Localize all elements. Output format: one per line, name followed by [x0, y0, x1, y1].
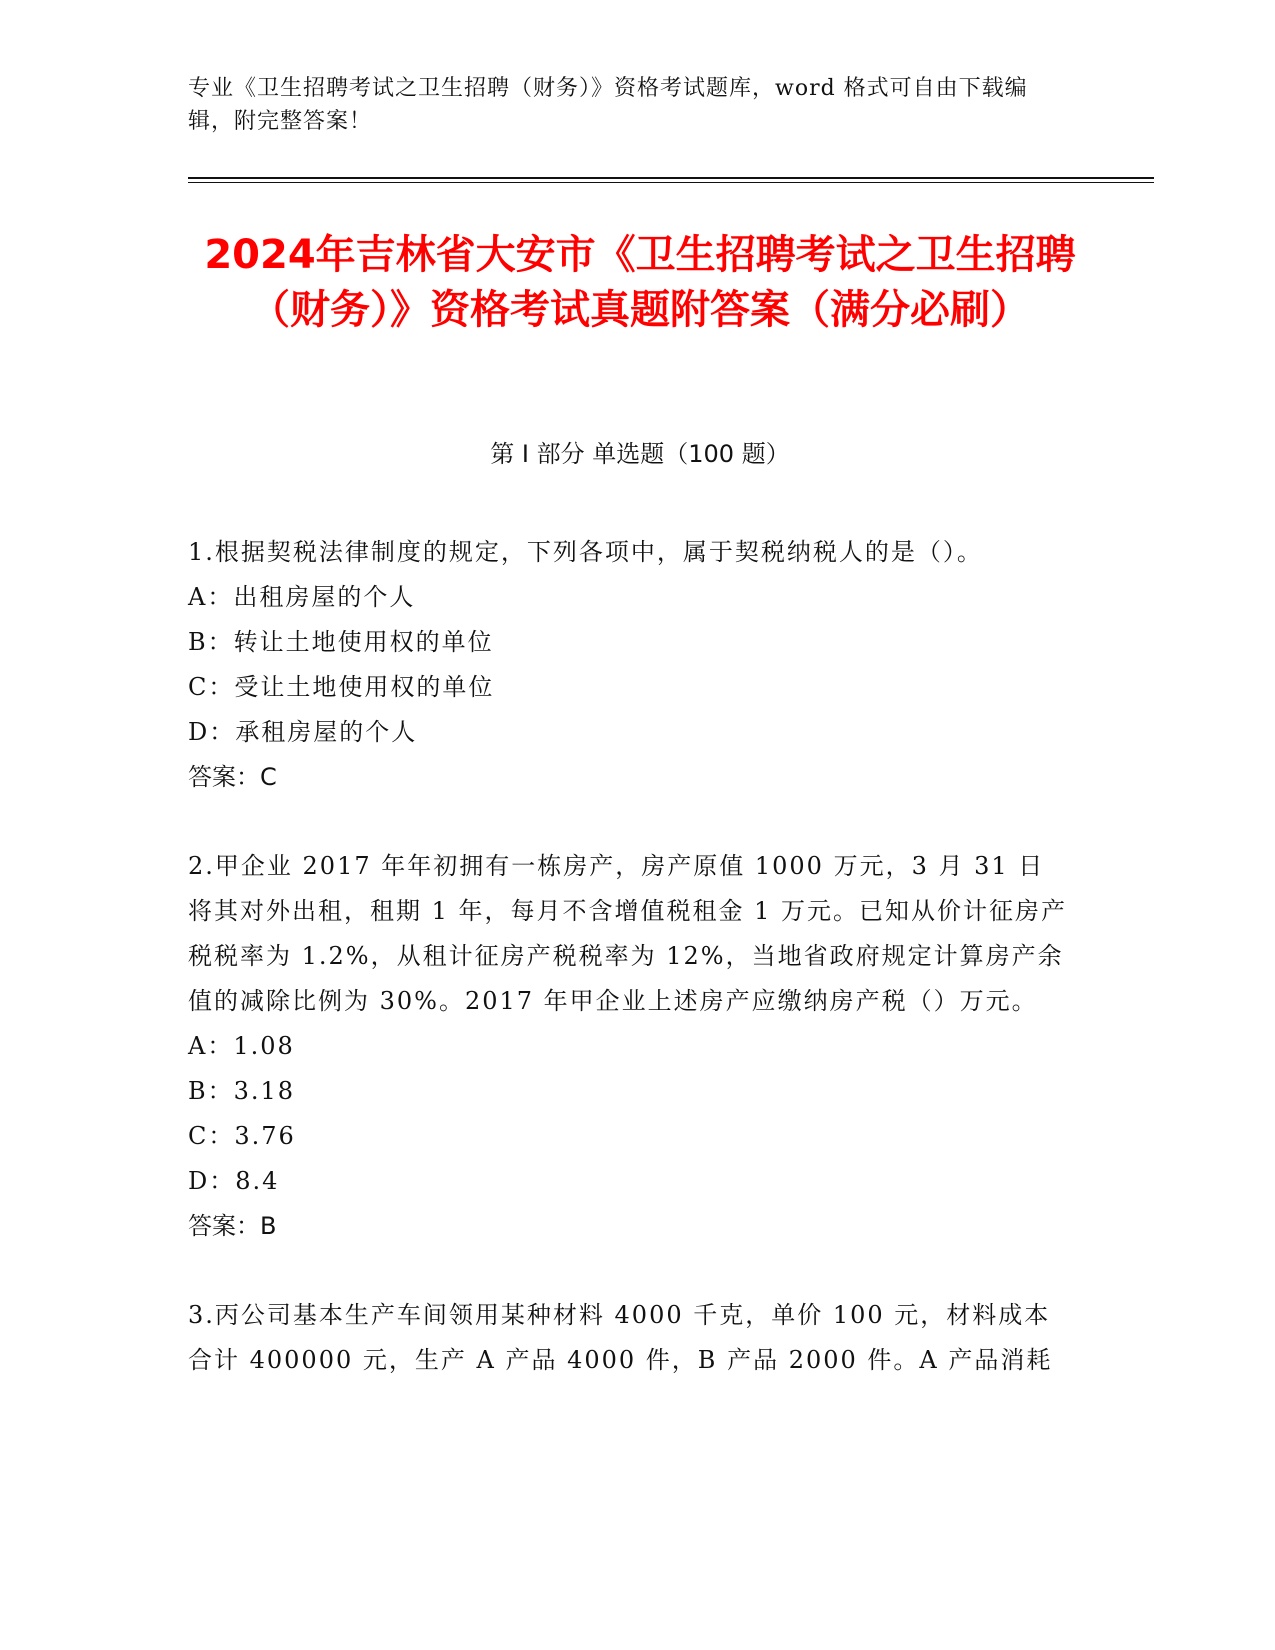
question-3: [188, 1293, 1068, 1383]
option-d: D：承租房屋的个人: [188, 718, 418, 746]
question-stem: 3.丙公司基本生产车间领用某种材料 4000 千克，单价 100 元，材料成本合计 400000 元，生产 A 产品 4000 件，B 产品 2000 件。A 产品消耗: [188, 1301, 1053, 1374]
document-title: 2024年吉林省大安市《卫生招聘考试之卫生招聘（财务）》资格考试真题附答案（满分必刷）: [204, 232, 1076, 333]
question-1: [188, 530, 1068, 800]
header-rule-thin: [188, 182, 1154, 183]
option-a: A：1.08: [188, 1032, 295, 1060]
section-heading: 第 I 部分 单选题（100 题）: [490, 440, 790, 468]
option-c: C：受让土地使用权的单位: [188, 673, 495, 701]
question-list: [188, 530, 1068, 1427]
question-stem: 2.甲企业 2017 年年初拥有一栋房产，房产原值 1000 万元，3 月 31 日将其对外出租，租期 1 年，每月不含增值税租金 1 万元。已知从价计征房产税税率为 1.2%，从租计征房产税税率为 12%，当地省政府规定计算房产余值的减除比例为 30%。2017 年甲企业上述房产应缴纳房产税（）万元。: [188, 852, 1068, 1015]
question-stem: 1.根据契税法律制度的规定，下列各项中，属于契税纳税人的是（）。: [188, 538, 983, 566]
header-rule-thick: [188, 177, 1154, 179]
option-b: B：3.18: [188, 1077, 296, 1105]
answer: 答案：C: [188, 763, 277, 791]
question-2: [188, 844, 1068, 1249]
header-note: 专业《卫生招聘考试之卫生招聘（财务）》资格考试题库，word 格式可自由下载编辑，附完整答案！: [188, 76, 1028, 134]
option-b: B：转让土地使用权的单位: [188, 628, 494, 656]
answer: 答案：B: [188, 1212, 277, 1240]
option-a: A：出租房屋的个人: [188, 583, 416, 611]
option-d: D：8.4: [188, 1167, 280, 1195]
option-c: C：3.76: [188, 1122, 296, 1150]
